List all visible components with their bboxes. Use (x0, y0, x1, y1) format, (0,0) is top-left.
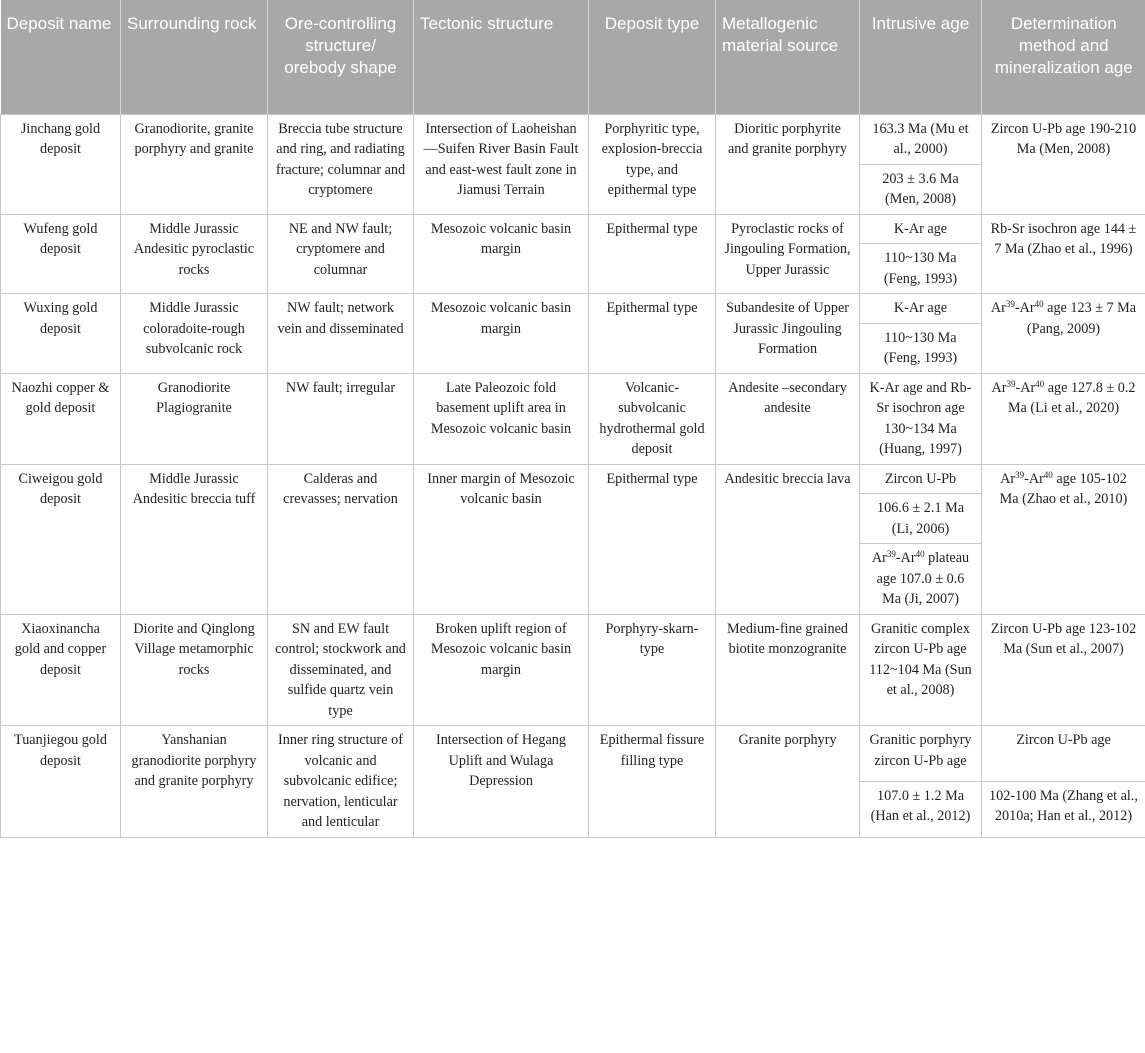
cell-tectonic: Intersection of Laoheishan—Suifen River Basin Fault and east-west fault zone in Jiamusi Terrain (414, 114, 589, 214)
col-header-determination: Determination method and mineralization age (982, 0, 1145, 114)
cell-source: Medium-fine grained biotite monzogranite (716, 614, 860, 726)
cell-tectonic: Inner margin of Mesozoic volcanic basin (414, 464, 589, 614)
cell-intrusive-age: K-Ar age and Rb-Sr isochron age 130~134 Ma (Huang, 1997) (860, 373, 982, 464)
cell-mineralization-age: Rb-Sr isochron age 144 ± 7 Ma (Zhao et al., 1996) (982, 214, 1145, 294)
cell-tectonic: Late Paleozoic fold basement uplift area in Mesozoic volcanic basin (414, 373, 589, 464)
ar-label: -Ar (895, 550, 916, 566)
cell-intrusive-age: 163.3 Ma (Mu et al., 2000) (860, 114, 982, 164)
isotope-superscript: 40 (1034, 299, 1044, 309)
cell-mineralization-age: Zircon U-Pb age (982, 726, 1145, 782)
cell-deposit-name: Naozhi copper & gold deposit (1, 373, 121, 464)
table-row (1, 294, 1145, 324)
cell-deposit-type: Epithermal fissure filling type (589, 726, 716, 838)
table-row (1, 614, 1145, 726)
isotope-superscript: 39 (1005, 299, 1015, 309)
isotope-superscript: 39 (1015, 469, 1025, 480)
ar-label: Ar (871, 550, 887, 566)
cell-surrounding-rock: Granodiorite Plagiogranite (121, 373, 268, 464)
cell-deposit-name: Xiaoxinancha gold and copper deposit (1, 614, 121, 726)
age-text: age 127.8 ± 0.2 Ma (Li et al., 2020) (1007, 379, 1136, 416)
header-row (1, 0, 1145, 114)
cell-intrusive-age: Zircon U-Pb (860, 464, 982, 494)
cell-source: Dioritic porphyrite and granite porphyry (716, 114, 860, 214)
cell-mineralization-age (982, 373, 1145, 464)
cell-surrounding-rock: Diorite and Qinglong Village metamorphic rocks (121, 614, 268, 726)
table-row (1, 726, 1145, 782)
cell-mineralization-age: 102-100 Ma (Zhang et al., 2010a; Han et al., 2012) (982, 781, 1145, 837)
cell-deposit-type: Epithermal type (589, 214, 716, 294)
cell-intrusive-age (860, 544, 982, 615)
ar-label: -Ar (1024, 470, 1044, 487)
isotope-superscript: 39 (886, 549, 896, 559)
col-header-tectonic: Tectonic structure (414, 0, 589, 114)
cell-intrusive-age: 110~130 Ma (Feng, 1993) (860, 323, 982, 373)
cell-deposit-name: Tuanjiegou gold deposit (1, 726, 121, 838)
cell-deposit-type: Epithermal type (589, 464, 716, 614)
isotope-superscript: 39 (1006, 378, 1016, 389)
cell-source: Andesite –secondary andesite (716, 373, 860, 464)
cell-mineralization-age: Zircon U-Pb age 190-210 Ma (Men, 2008) (982, 114, 1145, 214)
cell-structure: Calderas and crevasses; nervation (268, 464, 414, 614)
col-header-ore-controlling: Ore-controlling structure/ orebody shape (268, 0, 414, 114)
cell-deposit-type: Porphyritic type, explosion-breccia type, and epithermal type (589, 114, 716, 214)
cell-deposit-name: Wufeng gold deposit (1, 214, 121, 294)
cell-intrusive-age: K-Ar age (860, 294, 982, 324)
col-header-deposit-name: Deposit name (1, 0, 121, 114)
table-row (1, 114, 1145, 164)
ar-label: Ar (990, 300, 1006, 316)
cell-deposit-name: Wuxing gold deposit (1, 294, 121, 374)
col-header-intrusive-age: Intrusive age (860, 0, 982, 114)
cell-intrusive-age: 107.0 ± 1.2 Ma (Han et al., 2012) (860, 781, 982, 837)
cell-tectonic: Broken uplift region of Mesozoic volcanic basin margin (414, 614, 589, 726)
isotope-superscript: 40 (915, 549, 925, 559)
cell-mineralization-age (982, 294, 1145, 374)
cell-tectonic: Mesozoic volcanic basin margin (414, 294, 589, 374)
cell-structure: NW fault; irregular (268, 373, 414, 464)
cell-deposit-name: Ciweigou gold deposit (1, 464, 121, 614)
cell-mineralization-age (982, 464, 1145, 614)
cell-structure: NE and NW fault; cryptomere and columnar (268, 214, 414, 294)
table-row (1, 373, 1145, 464)
cell-deposit-type: Volcanic-subvolcanic hydrothermal gold deposit (589, 373, 716, 464)
age-text: age 123 ± 7 Ma (Pang, 2009) (1026, 300, 1137, 337)
cell-intrusive-age: 106.6 ± 2.1 Ma (Li, 2006) (860, 494, 982, 544)
ar-label: Ar (991, 379, 1007, 396)
cell-structure: Inner ring structure of volcanic and subvolcanic edifice; nervation, lenticular and lenticular (268, 726, 414, 838)
cell-structure: NW fault; network vein and disseminated (268, 294, 414, 374)
cell-deposit-type: Epithermal type (589, 294, 716, 374)
table-row (1, 464, 1145, 494)
cell-surrounding-rock: Granodiorite, granite porphyry and granite (121, 114, 268, 214)
isotope-superscript: 40 (1035, 378, 1045, 389)
ar-label: -Ar (1015, 379, 1036, 396)
cell-deposit-name: Jinchang gold deposit (1, 114, 121, 214)
cell-intrusive-age: K-Ar age (860, 214, 982, 244)
isotope-superscript: 40 (1043, 469, 1053, 480)
age-text: plateau age 107.0 ± 0.6 Ma (Ji, 2007) (876, 550, 970, 607)
cell-source: Subandesite of Upper Jurassic Jingouling Formation (716, 294, 860, 374)
cell-source: Pyroclastic rocks of Jingouling Formation, Upper Jurassic (716, 214, 860, 294)
cell-structure: SN and EW fault control; stockwork and disseminated, and sulfide quartz vein type (268, 614, 414, 726)
cell-surrounding-rock: Middle Jurassic coloradoite-rough subvolcanic rock (121, 294, 268, 374)
cell-intrusive-age: 203 ± 3.6 Ma (Men, 2008) (860, 164, 982, 214)
cell-surrounding-rock: Yanshanian granodiorite porphyry and granite porphyry (121, 726, 268, 838)
cell-tectonic: Intersection of Hegang Uplift and Wulaga Depression (414, 726, 589, 838)
cell-source: Andesitic breccia lava (716, 464, 860, 614)
cell-tectonic: Mesozoic volcanic basin margin (414, 214, 589, 294)
age-text: age 105-102 Ma (Zhao et al., 2010) (999, 470, 1128, 507)
col-header-metallogenic-source: Metallogenic material source (716, 0, 860, 114)
col-header-surrounding-rock: Surrounding rock (121, 0, 268, 114)
ar-label: -Ar (1014, 300, 1035, 316)
cell-intrusive-age: Granitic complex zircon U-Pb age 112~104 Ma (Sun et al., 2008) (860, 614, 982, 726)
cell-source: Granite porphyry (716, 726, 860, 838)
cell-structure: Breccia tube structure and ring, and radiating fracture; columnar and cryptomere (268, 114, 414, 214)
cell-mineralization-age: Zircon U-Pb age 123-102 Ma (Sun et al., 2007) (982, 614, 1145, 726)
cell-deposit-type: Porphyry-skarn-type (589, 614, 716, 726)
cell-surrounding-rock: Middle Jurassic Andesitic pyroclastic rocks (121, 214, 268, 294)
col-header-deposit-type: Deposit type (589, 0, 716, 114)
ar-label: Ar (1000, 470, 1016, 487)
cell-intrusive-age: Granitic porphyry zircon U-Pb age (860, 726, 982, 782)
cell-intrusive-age: 110~130 Ma (Feng, 1993) (860, 244, 982, 294)
cell-surrounding-rock: Middle Jurassic Andesitic breccia tuff (121, 464, 268, 614)
table-row (1, 214, 1145, 244)
